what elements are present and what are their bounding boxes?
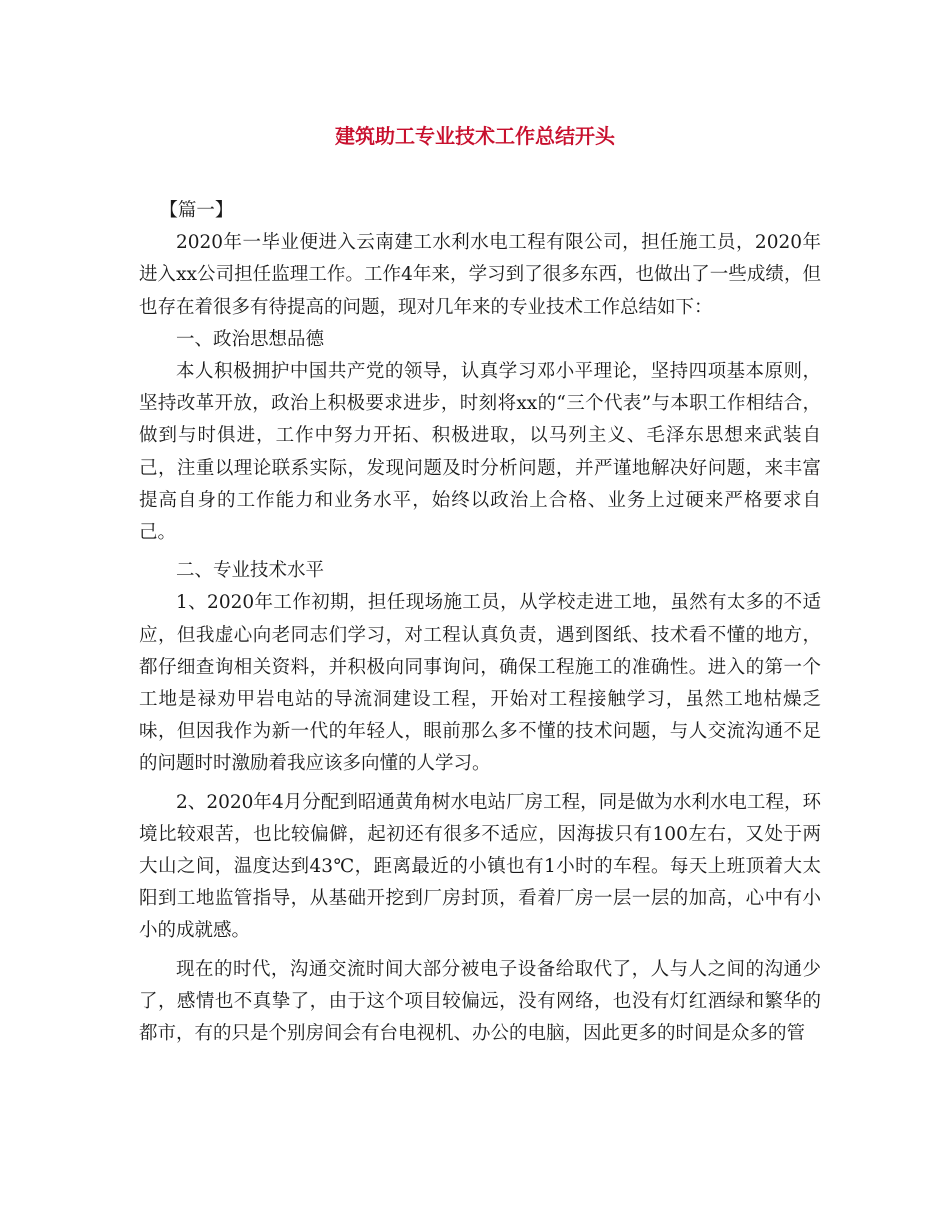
paragraph-technical-2: 2、2020年4月分配到昭通黄角树水电站厂房工程，同是做为水利水电工程，环境比较艰苦，也比较偏僻，起初还有很多不适应，因海拔只有100左右，又处于两大山之间，温度达到43℃，距离最近的小镇也有1小时的车程。每天上班顶着大太阳到工地监管指导，从基础开挖到厂房封顶，看着厂房一层一层的加高，心中有小小的成就感。	[139, 791, 821, 942]
document-title: 建筑助工专业技术工作总结开头	[335, 124, 615, 148]
paragraph-intro: 2020年一毕业便进入云南建工水利水电工程有限公司，担任施工员，2020年进入xx公司担任监理工作。工作4年来，学习到了很多东西，也做出了一些成绩，但也存在着很多有待提高的问题，现对几年来的专业技术工作总结如下：	[139, 232, 821, 318]
section-label: 【篇一】	[159, 200, 234, 221]
heading-political: 一、政治思想品德	[176, 328, 325, 350]
document-body	[139, 195, 821, 1050]
heading-technical: 二、专业技术水平	[176, 560, 325, 582]
paragraph-political: 本人积极拥护中国共产党的领导，认真学习邓小平理论，坚持四项基本原则，坚持改革开放，政治上积极要求进步，时刻将xx的“三个代表”与本职工作相结合，做到与时俱进，工作中努力开拓、积极进取，以马列主义、毛泽东思想来武装自己，注重以理论联系实际，发现问题及时分析问题，并严谨地解决好问题，来丰富提高自身的工作能力和业务水平，始终以政治上合格、业务上过硬来严格要求自己。	[139, 361, 821, 544]
paragraph-technical-1: 1、2020年工作初期，担任现场施工员，从学校走进工地，虽然有太多的不适应，但我虚心向老同志们学习，对工程认真负责，遇到图纸、技术看不懂的地方，都仔细查询相关资料，并积极向同事询问，确保工程施工的准确性。进入的第一个工地是禄劝甲岩电站的导流洞建设工程，开始对工程接触学习，虽然工地枯燥乏味，但因我作为新一代的年轻人，眼前那么多不懂的技术问题，与人交流沟通不足的问题时时激励着我应该多向懂的人学习。	[139, 592, 821, 775]
paragraph-communication: 现在的时代，沟通交流时间大部分被电子设备给取代了，人与人之间的沟通少了，感情也不真挚了，由于这个项目较偏远，没有网络，也没有灯红酒绿和繁华的都市，有的只是个别房间会有台电视机、办公的电脑，因此更多的时间是众多的管	[139, 958, 821, 1045]
